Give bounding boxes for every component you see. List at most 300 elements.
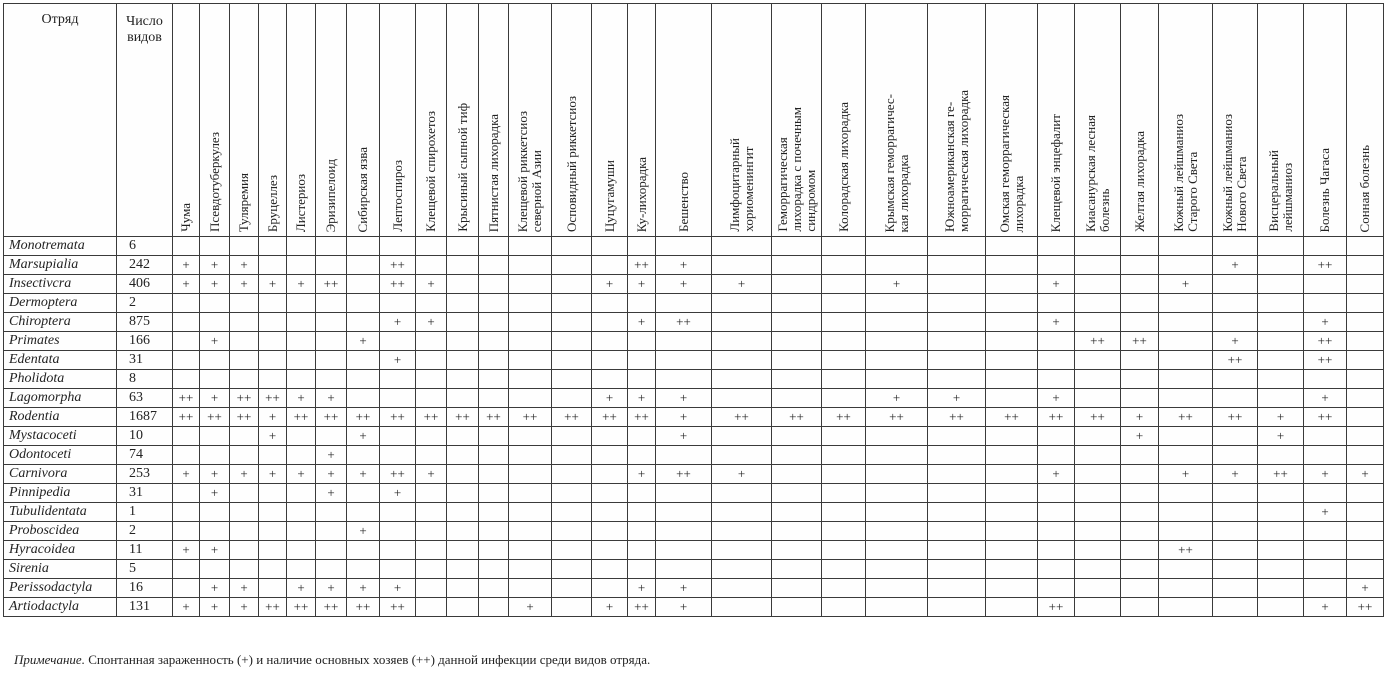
infection-mark-cell [1213, 446, 1258, 465]
infection-mark-cell [416, 579, 447, 598]
infection-mark-cell [1121, 560, 1159, 579]
infection-mark-cell: + [287, 389, 316, 408]
infection-mark-cell [173, 446, 200, 465]
infection-mark-cell [1121, 256, 1159, 275]
infection-mark-cell [866, 332, 928, 351]
header-disease-label: Сонная болезнь [1357, 144, 1372, 232]
infection-mark-cell [592, 446, 628, 465]
infection-mark-cell [1258, 541, 1304, 560]
table-row [4, 465, 1384, 484]
infection-mark-cell [316, 313, 347, 332]
table-row [4, 389, 1384, 408]
infection-mark-cell [552, 598, 592, 617]
infection-mark-cell [928, 541, 986, 560]
header-disease-label: Болезнь Чагаса [1317, 147, 1332, 232]
infection-mark-cell [447, 484, 479, 503]
infection-mark-cell [656, 522, 712, 541]
infection-mark-cell [447, 522, 479, 541]
header-disease-label: Сибирская язва [355, 146, 370, 232]
header-disease [259, 4, 287, 237]
infection-mark-cell: + [173, 465, 200, 484]
infection-mark-cell: ++ [173, 408, 200, 427]
infection-mark-cell: ++ [380, 256, 416, 275]
infection-mark-cell [1347, 256, 1384, 275]
infection-mark-cell [1159, 370, 1213, 389]
species-count-cell: 63 [117, 389, 173, 408]
infection-mark-cell [592, 313, 628, 332]
infection-mark-cell [509, 465, 552, 484]
header-disease-label: Псевдотуберкулез [206, 131, 222, 232]
infection-mark-cell [928, 560, 986, 579]
infection-mark-cell [287, 446, 316, 465]
infection-mark-cell: + [592, 389, 628, 408]
infection-mark-cell: ++ [1075, 332, 1121, 351]
table-row [4, 541, 1384, 560]
infection-mark-cell [416, 351, 447, 370]
infection-mark-cell [380, 389, 416, 408]
species-count-cell: 406 [117, 275, 173, 294]
infection-mark-cell [316, 256, 347, 275]
infection-mark-cell [380, 446, 416, 465]
infection-mark-cell [592, 237, 628, 256]
infection-mark-cell [628, 541, 656, 560]
infection-mark-cell: ++ [380, 465, 416, 484]
infection-mark-cell [287, 522, 316, 541]
infection-mark-cell [986, 522, 1038, 541]
infection-mark-cell [592, 465, 628, 484]
infection-mark-cell [1121, 351, 1159, 370]
infection-mark-cell [287, 427, 316, 446]
infection-mark-cell [1075, 351, 1121, 370]
header-disease [822, 4, 866, 237]
header-disease-label: Пятнистая лихорадка [485, 113, 501, 232]
infection-mark-cell [1304, 560, 1347, 579]
header-disease [592, 4, 628, 237]
infection-mark-cell [592, 579, 628, 598]
species-count-cell: 131 [117, 598, 173, 617]
infection-mark-cell [380, 294, 416, 313]
species-count-cell: 10 [117, 427, 173, 446]
infection-mark-cell [866, 446, 928, 465]
infection-mark-cell [1159, 256, 1213, 275]
infection-mark-cell [230, 313, 259, 332]
infection-mark-cell [712, 351, 772, 370]
infection-mark-cell [316, 237, 347, 256]
header-disease-label: Листериоз [293, 173, 308, 232]
infection-mark-cell: + [230, 598, 259, 617]
infection-mark-cell [316, 370, 347, 389]
infection-mark-cell: + [380, 351, 416, 370]
infection-mark-cell [822, 560, 866, 579]
infection-mark-cell: ++ [1075, 408, 1121, 427]
infection-mark-cell: + [656, 598, 712, 617]
infection-mark-cell [1121, 465, 1159, 484]
infection-mark-cell [1258, 275, 1304, 294]
infection-mark-cell [347, 370, 380, 389]
header-disease-label: Крысиный сыпной тиф [454, 103, 470, 232]
infection-mark-cell: + [380, 313, 416, 332]
infection-mark-cell [509, 579, 552, 598]
infection-mark-cell [1075, 237, 1121, 256]
table-row [4, 484, 1384, 503]
order-name-cell: Carnivora [4, 465, 117, 484]
infection-mark-cell [928, 598, 986, 617]
infection-mark-cell [928, 446, 986, 465]
infection-mark-cell [1075, 389, 1121, 408]
order-name-cell: Pinnipedia [4, 484, 117, 503]
infection-mark-cell: + [200, 579, 230, 598]
infection-mark-cell [380, 237, 416, 256]
infection-mark-cell [986, 332, 1038, 351]
infection-mark-cell: ++ [230, 408, 259, 427]
infection-mark-cell [416, 484, 447, 503]
infection-mark-cell [287, 503, 316, 522]
infection-mark-cell [822, 275, 866, 294]
infection-mark-cell [1121, 484, 1159, 503]
infection-mark-cell [628, 294, 656, 313]
table-row [4, 522, 1384, 541]
infection-mark-cell [287, 370, 316, 389]
infection-mark-cell: ++ [173, 389, 200, 408]
infection-mark-cell [1304, 370, 1347, 389]
infection-mark-cell [986, 313, 1038, 332]
infection-mark-cell [1258, 294, 1304, 313]
order-name-cell: Monotremata [4, 237, 117, 256]
infection-mark-cell [1038, 351, 1075, 370]
infection-mark-cell [1258, 503, 1304, 522]
infection-mark-cell: ++ [656, 465, 712, 484]
infection-mark-cell [173, 332, 200, 351]
infection-mark-cell [656, 351, 712, 370]
infection-mark-cell [509, 427, 552, 446]
infection-mark-cell [416, 256, 447, 275]
infection-mark-cell [447, 560, 479, 579]
header-disease-label: Кожный лейшманиоз Старого Света [1170, 114, 1200, 232]
infection-mark-cell [712, 332, 772, 351]
infection-mark-cell [287, 256, 316, 275]
infection-mark-cell [822, 503, 866, 522]
species-count-cell: 74 [117, 446, 173, 465]
infection-mark-cell [259, 294, 287, 313]
infection-mark-cell [1213, 541, 1258, 560]
header-disease-label: Киасанурская лесная болезнь [1082, 115, 1112, 232]
infection-mark-cell [416, 598, 447, 617]
infection-mark-cell [380, 370, 416, 389]
infection-mark-cell [1213, 370, 1258, 389]
infection-mark-cell [712, 503, 772, 522]
infection-mark-cell: + [1038, 389, 1075, 408]
infection-mark-cell [1038, 484, 1075, 503]
infection-mark-cell [509, 389, 552, 408]
infection-mark-cell [287, 237, 316, 256]
infection-mark-cell: + [1121, 427, 1159, 446]
header-disease [479, 4, 509, 237]
infection-mark-cell [822, 598, 866, 617]
infection-mark-cell: + [259, 427, 287, 446]
infection-mark-cell [259, 541, 287, 560]
infection-mark-cell: + [200, 275, 230, 294]
infection-mark-cell [479, 294, 509, 313]
infection-mark-cell [447, 427, 479, 446]
infection-mark-cell: + [866, 389, 928, 408]
header-disease-label: Клещевой энцефалит [1048, 113, 1063, 232]
infection-mark-cell [1258, 560, 1304, 579]
infection-mark-cell [1121, 579, 1159, 598]
infection-mark-cell [628, 370, 656, 389]
infection-mark-cell [986, 560, 1038, 579]
order-name-cell: Edentata [4, 351, 117, 370]
order-name-cell: Sirenia [4, 560, 117, 579]
species-count-cell: 31 [117, 484, 173, 503]
infection-mark-cell: ++ [1038, 598, 1075, 617]
note-text: Спонтанная зараженность (+) и наличие основных хозяев (++) данной инфекции среди видов отряда. [84, 652, 651, 667]
infection-mark-cell [1038, 446, 1075, 465]
infection-mark-cell: + [173, 256, 200, 275]
infection-mark-cell [1159, 560, 1213, 579]
infection-mark-cell [928, 256, 986, 275]
infection-mark-cell [479, 370, 509, 389]
infection-mark-cell [173, 237, 200, 256]
infection-mark-cell [1038, 256, 1075, 275]
infection-mark-cell [822, 427, 866, 446]
infection-mark-cell [1075, 560, 1121, 579]
infection-mark-cell [1213, 598, 1258, 617]
infection-mark-cell [509, 275, 552, 294]
infection-mark-cell [628, 332, 656, 351]
infection-mark-cell [1258, 579, 1304, 598]
header-disease-label: Геморрагическая лихорадка с почечным синдромом [774, 107, 818, 232]
header-disease [509, 4, 552, 237]
infection-mark-cell: + [200, 484, 230, 503]
infection-mark-cell [866, 598, 928, 617]
infection-mark-cell: + [1347, 579, 1384, 598]
infection-mark-cell [1213, 294, 1258, 313]
infection-mark-cell [1075, 598, 1121, 617]
infection-mark-cell [259, 237, 287, 256]
infection-mark-cell [1121, 598, 1159, 617]
infection-mark-cell [1213, 237, 1258, 256]
infection-mark-cell [1258, 256, 1304, 275]
infection-mark-cell: ++ [259, 389, 287, 408]
infection-mark-cell [592, 351, 628, 370]
infection-mark-cell [822, 484, 866, 503]
infection-mark-cell: + [380, 579, 416, 598]
infection-mark-cell [447, 256, 479, 275]
infection-mark-cell: ++ [712, 408, 772, 427]
infection-mark-cell [1347, 313, 1384, 332]
infection-mark-cell [479, 598, 509, 617]
infection-mark-cell [552, 579, 592, 598]
infection-mark-cell: + [316, 446, 347, 465]
infection-mark-cell [479, 237, 509, 256]
infection-mark-cell: ++ [1213, 408, 1258, 427]
infection-mark-cell: ++ [1121, 332, 1159, 351]
infection-mark-cell: + [656, 256, 712, 275]
infection-mark-cell [259, 503, 287, 522]
infection-mark-cell [772, 351, 822, 370]
infection-mark-cell [866, 427, 928, 446]
infection-mark-cell [1038, 332, 1075, 351]
infection-mark-cell [230, 541, 259, 560]
infection-mark-cell [230, 294, 259, 313]
infection-mark-cell [628, 446, 656, 465]
infection-mark-cell [259, 446, 287, 465]
infection-mark-cell [822, 370, 866, 389]
infection-mark-cell [416, 541, 447, 560]
infection-mark-cell: + [1304, 465, 1347, 484]
infection-mark-cell [928, 484, 986, 503]
infection-mark-cell: ++ [1304, 408, 1347, 427]
infection-mark-cell [772, 237, 822, 256]
infection-mark-cell [552, 446, 592, 465]
infection-mark-cell [772, 256, 822, 275]
infection-mark-cell: ++ [1159, 541, 1213, 560]
infection-mark-cell [712, 446, 772, 465]
infection-mark-cell [1159, 332, 1213, 351]
infection-mark-cell [552, 256, 592, 275]
infection-mark-cell: + [200, 598, 230, 617]
infection-mark-cell: + [316, 465, 347, 484]
infection-mark-cell [230, 503, 259, 522]
infection-mark-cell [928, 370, 986, 389]
infection-mark-cell [1038, 237, 1075, 256]
infection-mark-cell [416, 446, 447, 465]
infection-mark-cell [986, 446, 1038, 465]
header-disease-label: Осповидный риккетсиоз [563, 96, 579, 232]
infection-mark-cell [928, 351, 986, 370]
infection-mark-cell [628, 351, 656, 370]
infection-mark-cell [259, 579, 287, 598]
infection-mark-cell [447, 351, 479, 370]
infection-mark-cell [822, 237, 866, 256]
infection-mark-cell [1159, 389, 1213, 408]
infection-mark-cell: + [1038, 465, 1075, 484]
infection-mark-cell [1258, 389, 1304, 408]
infection-mark-cell [928, 275, 986, 294]
infection-mark-cell [712, 370, 772, 389]
infection-mark-cell: + [230, 465, 259, 484]
infection-mark-cell: ++ [447, 408, 479, 427]
order-name-cell: Pholidota [4, 370, 117, 389]
table-row [4, 294, 1384, 313]
infection-mark-cell [479, 560, 509, 579]
infection-mark-cell [986, 427, 1038, 446]
infection-mark-cell: + [416, 465, 447, 484]
infection-mark-cell [866, 351, 928, 370]
order-name-cell: Odontoceti [4, 446, 117, 465]
infection-mark-cell: + [200, 256, 230, 275]
species-count-cell: 16 [117, 579, 173, 598]
infection-mark-cell [986, 503, 1038, 522]
infection-mark-cell [230, 332, 259, 351]
infection-mark-cell [822, 541, 866, 560]
table-row [4, 351, 1384, 370]
infection-mark-cell [712, 313, 772, 332]
infection-mark-cell [287, 332, 316, 351]
infection-mark-cell [1075, 522, 1121, 541]
infection-mark-cell [986, 294, 1038, 313]
species-count-cell: 8 [117, 370, 173, 389]
infection-mark-cell [1213, 484, 1258, 503]
infection-mark-cell [1075, 275, 1121, 294]
infection-mark-cell [1258, 370, 1304, 389]
infection-mark-cell [928, 313, 986, 332]
infection-mark-cell [822, 256, 866, 275]
infection-mark-cell [1121, 237, 1159, 256]
infection-mark-cell [447, 446, 479, 465]
species-count-cell: 253 [117, 465, 173, 484]
infection-mark-cell [200, 522, 230, 541]
infection-mark-cell [928, 294, 986, 313]
infection-mark-cell [380, 541, 416, 560]
infection-mark-cell [1258, 522, 1304, 541]
infection-mark-cell [447, 598, 479, 617]
table-row [4, 256, 1384, 275]
header-disease [1075, 4, 1121, 237]
infection-mark-cell [287, 541, 316, 560]
infection-mark-cell [347, 275, 380, 294]
infection-mark-cell [1347, 541, 1384, 560]
species-count-cell: 1 [117, 503, 173, 522]
table-row [4, 446, 1384, 465]
infection-mark-cell [173, 370, 200, 389]
infection-mark-cell [1075, 294, 1121, 313]
header-disease-label: Чума [178, 203, 193, 232]
infection-mark-cell [986, 256, 1038, 275]
header-disease-label: Лептоспироз [389, 160, 405, 232]
infection-mark-cell [866, 503, 928, 522]
infection-mark-cell [628, 484, 656, 503]
infection-mark-cell [347, 503, 380, 522]
infection-mark-cell [347, 351, 380, 370]
infection-mark-cell [1304, 522, 1347, 541]
infection-mark-cell [416, 427, 447, 446]
infection-mark-cell: + [628, 579, 656, 598]
species-count-cell: 2 [117, 294, 173, 313]
infection-mark-cell: + [1213, 465, 1258, 484]
infection-mark-cell [986, 484, 1038, 503]
infection-mark-cell [1075, 484, 1121, 503]
infection-mark-cell [230, 484, 259, 503]
infection-mark-cell: + [316, 484, 347, 503]
infection-mark-cell [173, 522, 200, 541]
infection-mark-cell [509, 294, 552, 313]
infection-mark-cell [1159, 579, 1213, 598]
header-disease [628, 4, 656, 237]
infection-mark-cell [1159, 598, 1213, 617]
infection-mark-cell [1347, 522, 1384, 541]
infection-mark-cell [866, 484, 928, 503]
header-disease [1121, 4, 1159, 237]
infection-mark-cell: ++ [287, 598, 316, 617]
infection-mark-cell [380, 332, 416, 351]
infection-mark-cell [656, 503, 712, 522]
infection-mark-cell [173, 427, 200, 446]
infection-mark-cell [1258, 313, 1304, 332]
infection-mark-cell: + [173, 598, 200, 617]
infection-mark-cell [416, 294, 447, 313]
infection-mark-cell [772, 313, 822, 332]
infection-mark-cell [1121, 389, 1159, 408]
header-order [4, 4, 117, 237]
infection-mark-cell [772, 579, 822, 598]
infection-mark-cell: ++ [986, 408, 1038, 427]
table-row [4, 408, 1384, 427]
infection-mark-cell [552, 313, 592, 332]
infection-mark-cell [230, 446, 259, 465]
note-label: Примечание. [14, 652, 85, 667]
infection-mark-cell [772, 427, 822, 446]
